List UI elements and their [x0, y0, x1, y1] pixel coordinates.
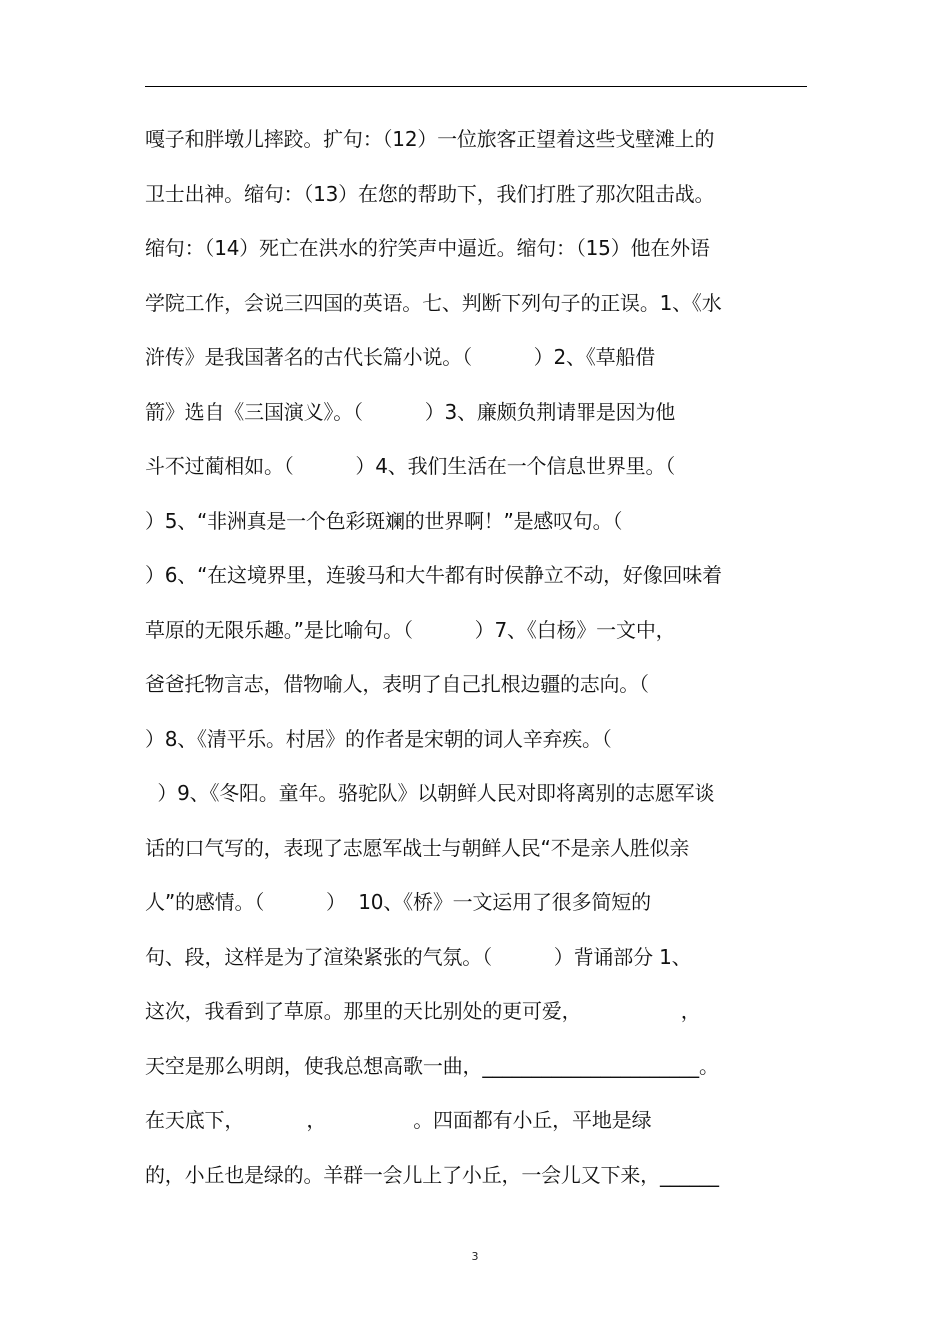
text-line-17: 这次，我看到了草原。那里的天比别处的更可爱， ， — [145, 999, 701, 1023]
text-line-4: 学院工作，会说三四国的英语。七、判断下列句子的正误。1、《水 — [145, 290, 722, 315]
text-line-2: 卫士出神。缩句：（13）在您的帮助下，我们打胜了那次阻击战。 — [145, 181, 715, 206]
text-line-6: 箭》选自《三国演义》。（ ）3、廉颇负荆请罪是因为他 — [145, 399, 676, 424]
page-number: 3 — [471, 1250, 479, 1263]
text-line-14: 话的口气写的，表现了志愿军战士与朝鲜人民“不是亲人胜似亲 — [145, 835, 690, 860]
text-line-19: 在天底下， ， 。四面都有小丘，平地是绿 — [145, 1108, 652, 1132]
text-line-12: ）8、《清平乐。村居》的作者是宋朝的词人辛弃疾。（ — [145, 726, 612, 751]
text-line-7: 斗不过蔺相如。（ ）4、我们生活在一个信息世界里。（ — [145, 454, 676, 478]
header-rule — [145, 86, 807, 87]
text-line-10: 草原的无限乐趣。”是比喻句。（ ）7、《白杨》一文中， — [145, 617, 676, 642]
text-line-20: 的，小丘也是绿的。羊群一会儿上了小丘，一会儿又下来，______ — [145, 1162, 719, 1187]
text-line-15: 人”的感情。（ ） 10、《桥》一文运用了很多简短的 — [145, 890, 651, 914]
text-line-3: 缩句：（14）死亡在洪水的狞笑声中逼近。缩句：（15）他在外语 — [145, 236, 710, 260]
text-line-5: 浒传》是我国著名的古代长篇小说。（ ）2、《草船借 — [145, 345, 656, 369]
text-line-18: 天空是那么明朗，使我总想高歌一曲，______________________。 — [145, 1053, 719, 1078]
text-line-16: 句、段，这样是为了渲染紧张的气氛。（ ）背诵部分 1、 — [145, 944, 692, 969]
text-line-1: 嘎子和胖墩儿摔跤。扩句：（12）一位旅客正望着这些戈壁滩上的 — [145, 127, 715, 151]
text-line-9: ）6、“在这境界里，连骏马和大牛都有时侯静立不动，好像回味着 — [145, 563, 722, 587]
text-line-11: 爸爸托物言志，借物喻人，表明了自己扎根边疆的志向。（ — [145, 672, 649, 696]
body-text — [145, 112, 813, 1202]
text-line-8: ）5、“非洲真是一个色彩斑斓的世界啊！”是感叹句。（ — [145, 508, 623, 533]
text-line-13: ）9、《冬阳。童年。骆驼队》以朝鲜人民对即将离别的志愿军谈 — [145, 781, 715, 805]
